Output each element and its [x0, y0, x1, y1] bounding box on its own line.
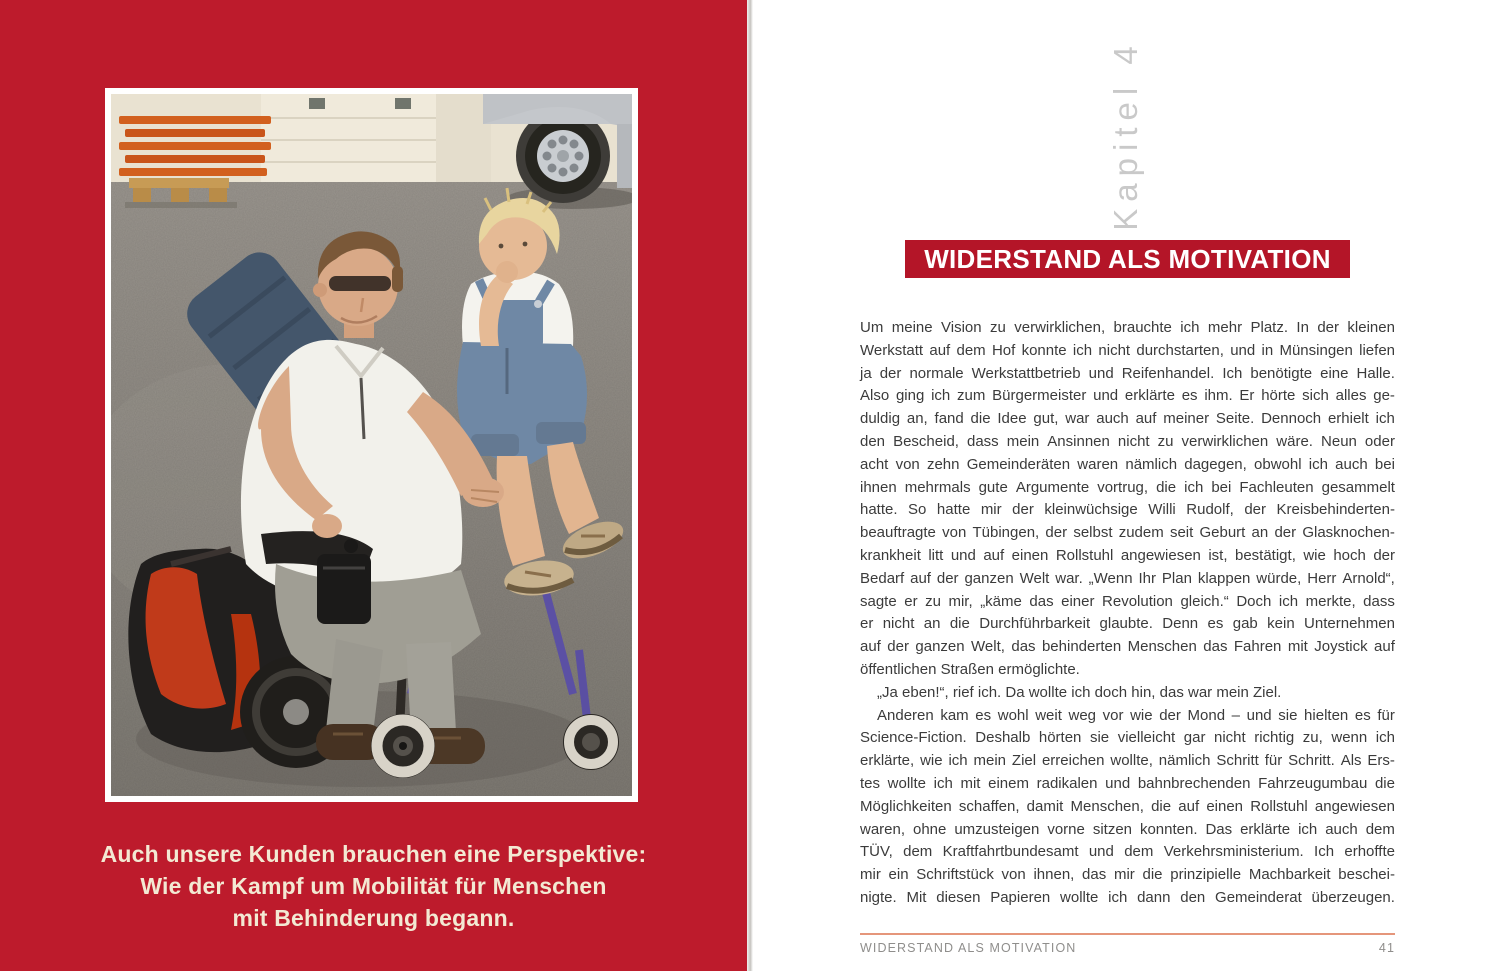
- body-line: ja der normale Werkstattbetrieb und Reifenhandel. Ich benötigte eine Halle.: [860, 364, 1395, 382]
- body-line: acht von zehn Gemeinderäten waren nämlich dagegen, obwohl ich auch bei: [860, 455, 1395, 473]
- body-line: öffentlichen Straßen ermöglichte.: [860, 660, 1080, 678]
- caption-line: Wie der Kampf um Mobilität für Menschen: [140, 873, 607, 899]
- body-line: er nicht an die Durchführbarkeit glaubte. Denn es gab kein Unternehmen: [860, 615, 1395, 633]
- chapter-title: WIDERSTAND ALS MOTIVATION: [924, 243, 1331, 274]
- photo-caption: [40, 838, 707, 934]
- body-line: waren, ohne umzusteigen vorne sitzen konnten. Das erklärte ich auch dem: [860, 820, 1395, 838]
- body-line: Werkstatt auf dem Hof konnte ich nicht durchstarten, und in Münsingen liefen: [860, 341, 1395, 359]
- body-line: beauftragte von Tübingen, der selbst zudem seit Geburt an der Glasknochen-: [860, 524, 1395, 542]
- chapter-title-banner: [905, 240, 1350, 278]
- caption-line: mit Behinderung begann.: [232, 905, 515, 931]
- body-line: ihnen mehrmals gute Argumente vortrug, die ich bei Fachleuten gesammelt: [860, 478, 1395, 496]
- caption-line: Auch unsere Kunden brauchen eine Perspektive:: [100, 841, 647, 867]
- running-header: WIDERSTAND ALS MOTIVATION: [860, 941, 1077, 955]
- body-line: mir ein Schriftstück von ihnen, das mir die prinzipielle Machbarkeit beschei-: [860, 866, 1395, 884]
- photo-frame: [105, 88, 638, 802]
- sunglasses: [329, 276, 391, 291]
- body-line: sagte er zu mir, „käme das einer Revolution gleich.“ Doch ich merkte, dass: [860, 592, 1395, 610]
- control-pouch: [317, 554, 371, 624]
- body-line: Anderen kam es wohl weit weg vor wie der Mond – und sie hielten es für: [877, 706, 1395, 724]
- body-line: hatte. So hatte mir der kleinwüchsige Willi Rudolf, der Kreisbehinderten-: [860, 501, 1395, 519]
- photo-man-in-wheelchair-with-toddler: [111, 94, 632, 796]
- body-line: den Bescheid, dass mein Ansinnen nicht zu verwirklichen wäre. Neun oder: [860, 432, 1395, 450]
- footer-rule: [860, 933, 1395, 935]
- body-line: nigte. Mit diesen Papieren wollte ich dann den Gemeinderat überzeugen.: [860, 888, 1395, 906]
- page-number: 41: [1378, 941, 1395, 955]
- body-line: Science-Fiction. Deshalb hörten sie vielleicht gar nicht richtig zu, wenn ich: [860, 729, 1395, 747]
- left-page: [0, 0, 747, 971]
- body-line: tes wollte ich mit einem radikalen und bahnbrechenden Fahrzeugumbau die: [860, 774, 1395, 792]
- right-page: [753, 0, 1500, 971]
- body-line: erklärte, wie ich mein Ziel erreichen wollte, nämlich Schritt für Schritt. Als Ers-: [860, 752, 1395, 770]
- page-footer: [860, 939, 1395, 957]
- body-line: krankheit litt und auf einen Rollstuhl angewiesen ist, bestätigt, wie hoch der: [860, 546, 1395, 564]
- chapter-label: Kapitel 4: [1107, 39, 1144, 231]
- body-text: [860, 317, 1395, 910]
- body-line: Um meine Vision zu verwirklichen, brauchte ich mehr Platz. In der kleinen: [860, 319, 1395, 336]
- body-line: Bedarf auf der ganzen Welt war. „Wenn Ihr Plan klappen würde, Herr Arnold“,: [860, 569, 1395, 587]
- body-line: Also ging ich zum Bürgermeister und erklärte es ihm. Er hörte sich alles ge-: [860, 387, 1395, 405]
- body-line: duldig an, fand die Idee gut, war auch auf meiner Seite. Dennoch erhielt ich: [860, 410, 1395, 428]
- body-line: TÜV, dem Kraftfahrtbundesamt und dem Verkehrsministerium. Ich erhoffte: [860, 843, 1395, 861]
- body-line: Möglichkeiten schaffen, damit Menschen, die auf einen Rollstuhl angewiesen: [860, 797, 1395, 815]
- body-line: auf der ganzen Welt, das behinderten Menschen das Fahren mit Joystick auf: [860, 638, 1395, 656]
- body-line: „Ja eben!“, rief ich. Da wollte ich doch hin, das war mein Ziel.: [877, 683, 1282, 701]
